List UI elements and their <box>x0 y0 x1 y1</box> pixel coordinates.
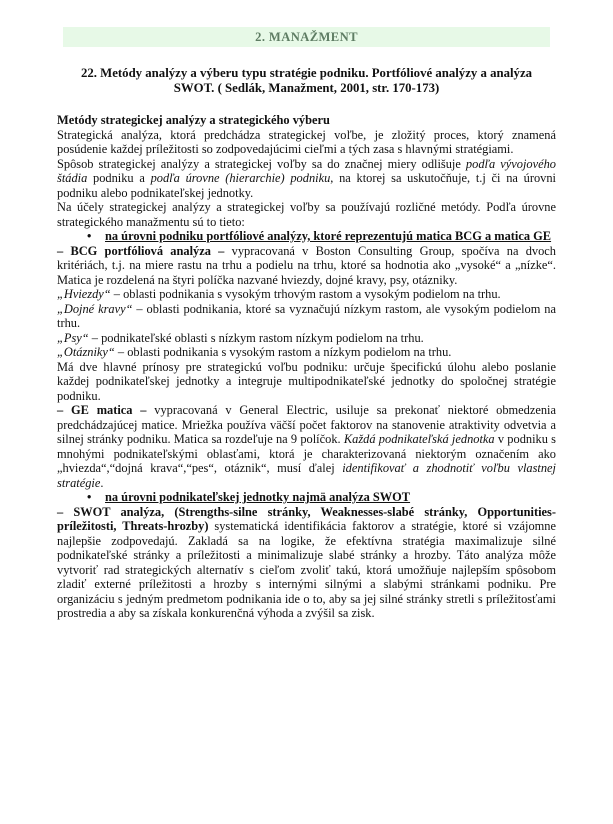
paragraph <box>57 403 556 490</box>
text-run: – oblasti podnikania s vysokým rastom a nízkym podielom na trhu. <box>114 345 452 359</box>
text-run: v podniku s mnohými podnikateľskými oblasťami, ktorá je charakterizovaná niektorým označením ako „hviezda“,“dojná krava“,“pes“, otáznik“, musí ďalej <box>57 432 556 475</box>
text-run: – oblasti podnikania, ktoré sa vyznačujú nízkym rastom, ale vysokým podielom na trhu. <box>57 301 556 330</box>
text-run: systematická identifikácia faktorov a stratégie, ktoré si vzájomne najlepšie zodpovedajú. Zakladá sa na logike, že efektívna stratégia maximalizuje silné podnikateľské stránky a príležitosti a minimalizuje slabé stránky a hrozby. Táto analýza môže vytvoriť rad strategických alternatív s cieľom zvoliť takú, ktorá umožňuje najlepším spôsobom zladiť externé príležitosti a hrozby s internými silnými a slabými stránkami podniku. Pre organizáciu s jedným predmetom podnikania ide o to, aby sa jej silné stránky stretli s príležitosťami prostredia a aby sa získala konkurenčná výhoda a zvýšil sa zisk. <box>57 519 556 620</box>
paragraph <box>57 505 556 621</box>
text-run: „Otázniky“ <box>57 345 115 359</box>
paragraph <box>57 128 556 157</box>
paragraph <box>57 331 556 346</box>
paragraph <box>57 157 556 201</box>
text-run: – SWOT analýza, (Strengths-silne stránky, Weaknesses-slabé stránky, Opportunities-príležitosti, Threats-hrozby) <box>57 504 556 533</box>
text-run: podľa úrovne (hierarchie) podniku <box>150 171 331 185</box>
text-run: Má dve hlavné prínosy pre strategickú voľbu podniku: určuje špecifickú úlohu alebo poslanie každej podnikateľskej jednotky a integruje multipodnikateľské jednotky do spoločnej stratégie podniku. <box>57 359 556 403</box>
paragraph <box>57 302 556 331</box>
text-run: Na účely strategickej analýzy a strategickej voľby sa používajú rozličné metódy. Podľa úrovne strategického manažmentu sú to tieto: <box>57 200 556 229</box>
paragraph <box>57 360 556 404</box>
chapter-header-label: 2. MANAŽMENT <box>255 29 358 44</box>
paragraph <box>57 200 556 229</box>
page-title <box>57 66 556 95</box>
page-title-line: 22. Metódy analýzy a výberu typu stratégie podniku. Portfóliové analýzy a analýza <box>80 66 533 80</box>
text-run: „Dojné kravy“ <box>57 301 133 316</box>
list-item <box>57 229 556 244</box>
text-run: „Hviezdy“ <box>57 287 111 301</box>
text-run: Každá podnikateľská jednotka <box>343 432 495 446</box>
text-run: podľa vývojového štádia <box>57 156 556 185</box>
bullet-icon: • <box>87 490 92 504</box>
bullet-icon: • <box>87 229 92 243</box>
text-run: vypracovaná v Boston Consulting Group, spočíva na dvoch kritériách, t.j. na miere rastu na trhu a podielu na trhu, ktoré sa hodnotia ako „vysoké“ a „nízke“. Matica je rozdelená na štyri políčka nazvané hviezdy, dojné kravy, psy, otázniky. <box>57 243 556 287</box>
text-run: „Psy“ <box>57 330 89 345</box>
section-heading <box>57 113 556 128</box>
text-run: Metódy strategickej analýzy a strategického výberu <box>57 113 330 127</box>
page-title-line: SWOT. ( Sedlák, Manažment, 2001, str. 170-173) <box>173 80 440 95</box>
text-run: na úrovni podnikateľskej jednotky najmä analýza SWOT <box>105 490 411 504</box>
chapter-header-band <box>63 27 550 47</box>
text-run: – oblasti podnikania s vysokým trhovým rastom a vysokým podielom na trhu. <box>110 287 501 301</box>
text-run: na úrovni podniku portfóliové analýzy, ktoré reprezentujú matica BCG a matica GE <box>105 229 552 243</box>
text-run: – podnikateľské oblasti s nízkym rastom nízkym podielom na trhu. <box>88 330 424 345</box>
text-run: – BCG portfóliová analýza – <box>57 243 225 258</box>
paragraph <box>57 287 556 302</box>
paragraph <box>57 345 556 360</box>
text-run: – GE matica – <box>57 403 147 417</box>
text-run: podniku a <box>87 171 151 185</box>
text-run: , na ktorej sa uskutočňuje, t.j či na úrovni podniku alebo podnikateľskej jednotky. <box>57 171 556 200</box>
document-body <box>57 113 556 621</box>
text-run: identifikovať a zhodnotiť voľbu vlastnej stratégie <box>57 461 556 490</box>
text-run: Strategická analýza, ktorá predchádza strategickej voľbe, je zložitý proces, ktorý znamená posúdenie každej príležitosti so zodpovedajúcimi cieľmi a tých zasa s hlavnými stratégiami. <box>57 127 556 156</box>
text-run: . <box>100 475 104 490</box>
text-run: Spôsob strategickej analýzy a strategickej voľby sa do značnej miery odlišuje <box>57 156 466 171</box>
text-run: vypracovaná v General Electric, usiluje sa prekonať niektoré obmedzenia predchádzajúcej matice. Mriežka používa väčší počet faktorov na stanovenie atraktivity odvetvia a silnej stránky podniku. Matica sa rozdeľuje na 9 políčok. <box>57 403 556 446</box>
paragraph <box>57 244 556 288</box>
list-item <box>57 490 556 505</box>
